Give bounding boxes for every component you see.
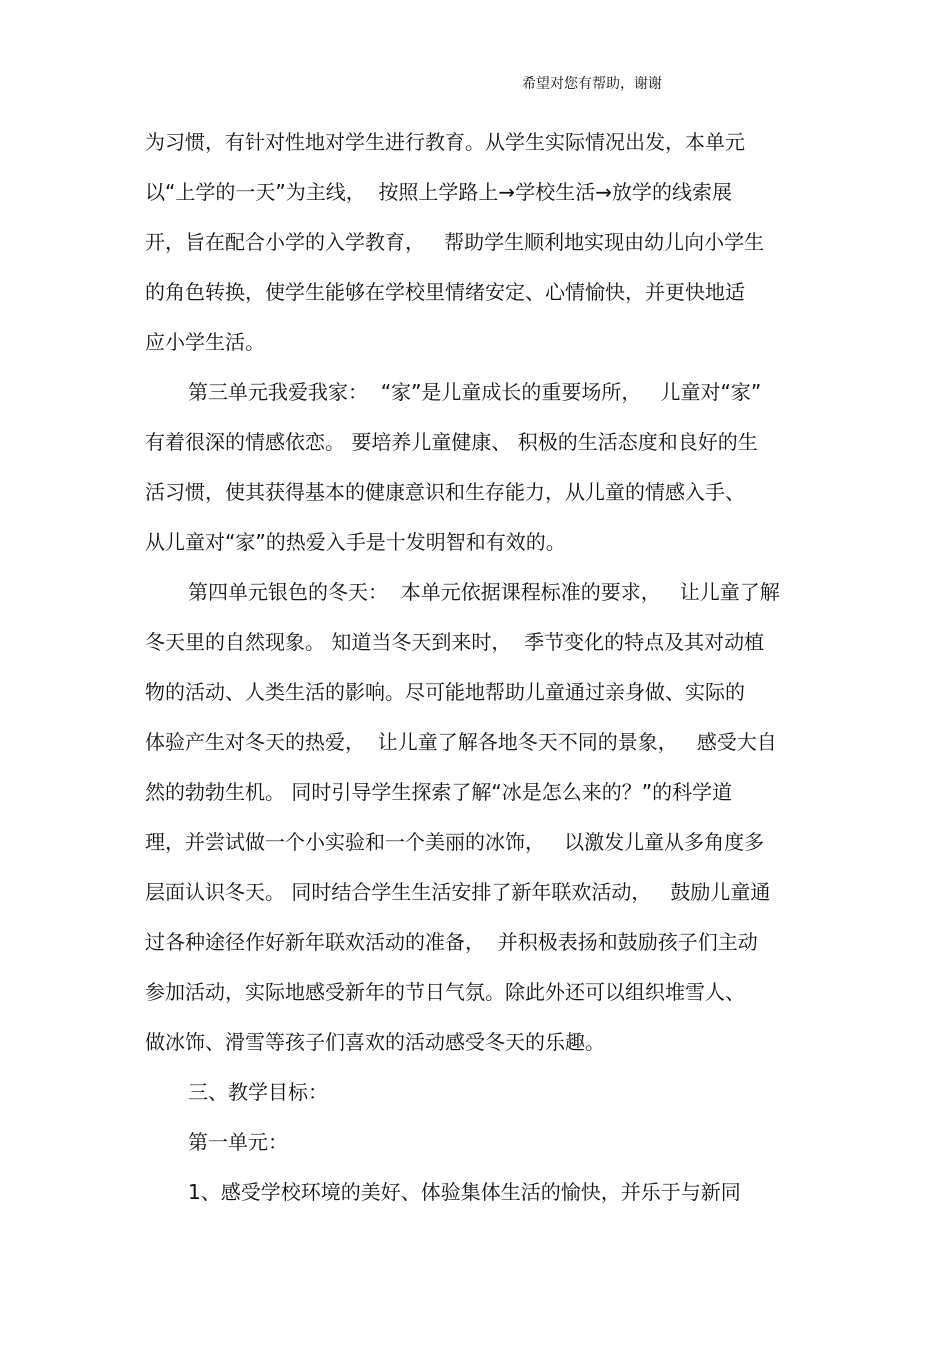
subsection-heading: 第一单元： <box>188 1130 288 1154</box>
paragraph-line: 从儿童对“家”的热爱入手是十发明智和有效的。 <box>145 530 566 554</box>
paragraph-line: 做冰饰、滑雪等孩子们喜欢的活动感受冬天的乐趣。 <box>145 1030 605 1054</box>
paragraph-line: 有着很深的情感依恋。 要培养儿童健康、 积极的生活态度和良好的生 <box>145 430 758 454</box>
list-item: 1、感受学校环境的美好、体验集体生活的愉快，并乐于与新同 <box>188 1180 741 1204</box>
paragraph-line: 为习惯，有针对性地对学生进行教育。从学生实际情况出发，本单元 <box>145 130 745 154</box>
paragraph-line: 参加活动，实际地感受新年的节日气氛。除此外还可以组织堆雪人、 <box>145 980 745 1004</box>
paragraph-line: 过各种途径作好新年联欢活动的准备， 并积极表扬和鼓励孩子们主动 <box>145 930 758 954</box>
paragraph-line: 活习惯，使其获得基本的健康意识和生存能力，从儿童的情感入手、 <box>145 480 745 504</box>
paragraph-line: 第四单元银色的冬天： 本单元依据课程标准的要求， 让儿童了解 <box>188 580 780 604</box>
paragraph-line: 然的勃勃生机。 同时引导学生探索了解“冰是怎么来的？”的科学道 <box>145 780 733 804</box>
paragraph-line: 第三单元我爱我家： “家”是儿童成长的重要场所， 儿童对“家” <box>188 380 762 404</box>
paragraph-line: 应小学生活。 <box>145 330 265 354</box>
page-header-text: 希望对您有帮助，谢谢 <box>522 76 662 92</box>
paragraph-line: 体验产生对冬天的热爱， 让儿童了解各地冬天不同的景象， 感受大自 <box>145 730 777 754</box>
paragraph-line: 层面认识冬天。 同时结合学生生活安排了新年联欢活动， 鼓励儿童通 <box>145 880 771 904</box>
paragraph-line: 的角色转换，使学生能够在学校里情绪安定、心情愉快，并更快地适 <box>145 280 745 304</box>
paragraph-line: 开，旨在配合小学的入学教育， 帮助学生顺利地实现由幼儿向小学生 <box>145 230 765 254</box>
paragraph-line: 物的活动、人类生活的影响。尽可能地帮助儿童通过亲身做、实际的 <box>145 680 745 704</box>
paragraph-line: 以“上学的一天”为主线， 按照上学路上→学校生活→放学的线索展 <box>145 180 732 204</box>
section-heading: 三、教学目标： <box>188 1080 328 1104</box>
paragraph-line: 理，并尝试做一个小实验和一个美丽的冰饰， 以激发儿童从多角度多 <box>145 830 765 854</box>
paragraph-line: 冬天里的自然现象。 知道当冬天到来时， 季节变化的特点及其对动植 <box>145 630 765 654</box>
